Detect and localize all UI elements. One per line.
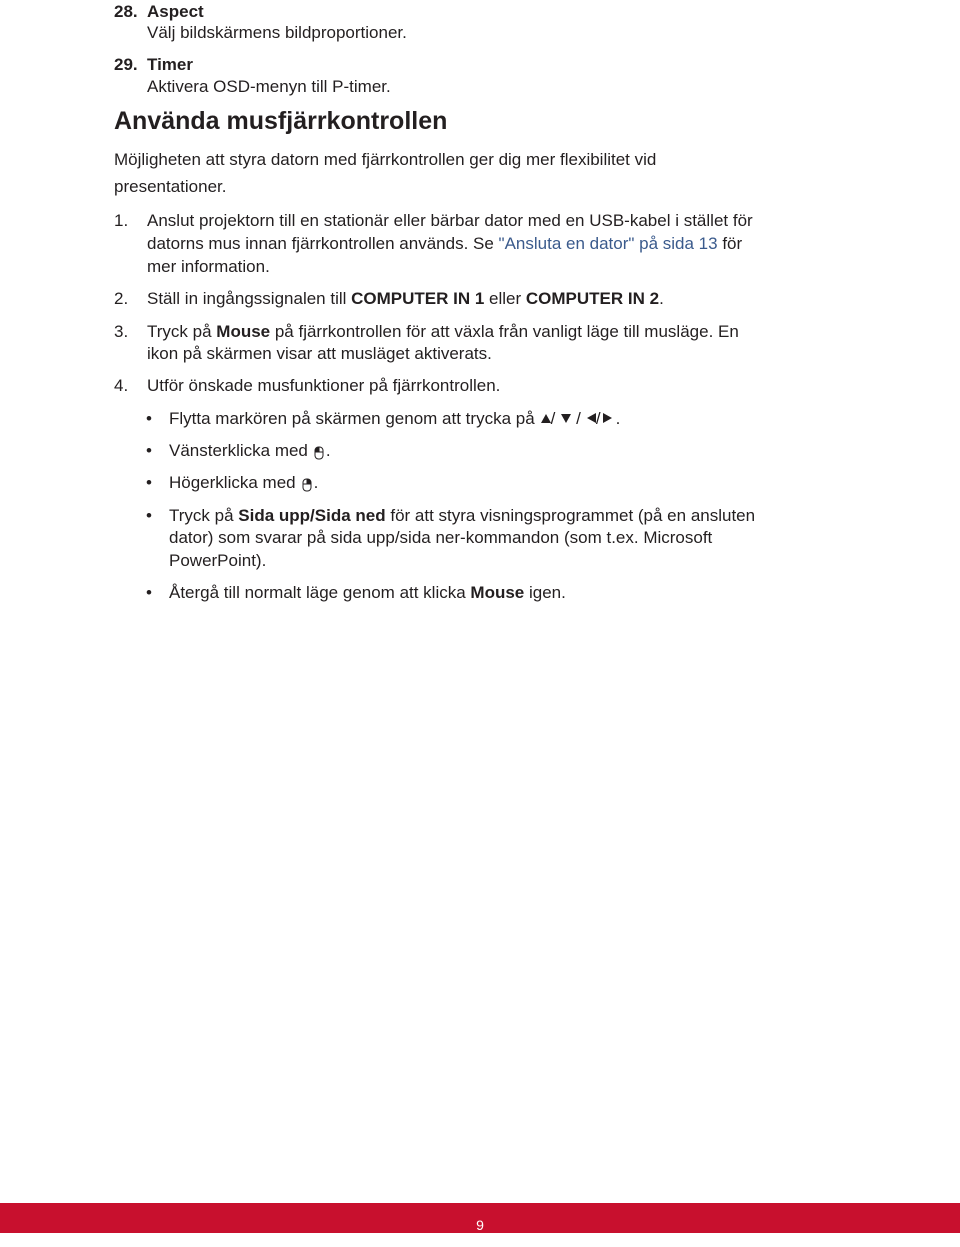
item-29-desc: Aktivera OSD-menyn till P-timer. [147,77,391,96]
arrow-right-icon [603,413,612,423]
footer-bar [0,1203,960,1233]
arrow-down-icon [561,414,571,423]
step-4-text: Utför önskade musfunktioner på fjärrkontrollen. [147,376,501,395]
step-2-text: Ställ in ingångssignalen till COMPUTER IN 1 eller COMPUTER IN 2. [147,289,664,308]
step-1-number: 1. [114,211,129,230]
step-3-line-2: ikon på skärmen visar att musläget aktiverats. [147,344,492,363]
item-28-title: Aspect [147,2,204,21]
bullet-3-text: Högerklicka med . [169,471,318,498]
mouse-left-click-icon [314,443,324,466]
step-4-number: 4. [114,376,129,395]
bullet-1-text: Flytta markören på skärmen genom att trycka på / / / . [169,409,621,428]
cross-reference-link[interactable]: "Ansluta en dator" på sida 13 [498,234,718,253]
bullet-2-text: Vänsterklicka med . [169,439,331,466]
item-29-number: 29. [114,55,138,74]
item-28-number: 28. [114,2,138,21]
step-2-number: 2. [114,289,129,308]
item-28-desc: Välj bildskärmens bildproportioner. [147,23,407,42]
bullet-2-marker: • [146,441,152,460]
step-3-number: 3. [114,322,129,341]
step-3-line-1: Tryck på Mouse på fjärrkontrollen för att växla från vanligt läge till musläge. En [147,322,739,341]
bullet-4-line-3: PowerPoint). [169,551,267,570]
bullet-4-line-1: Tryck på Sida upp/Sida ned för att styra visningsprogrammet (på en ansluten [169,506,756,525]
arrow-up-icon [541,414,551,423]
bullet-4-marker: • [146,506,152,525]
intro-line-2: presentationer. [114,177,227,196]
bullet-1-marker: • [146,409,152,428]
mouse-right-click-icon [302,475,312,498]
bullet-5-marker: • [146,583,152,602]
item-29-title: Timer [147,55,193,74]
bullet-5-text: Återgå till normalt läge genom att klicka Mouse igen. [169,583,566,602]
step-1-line-1: Anslut projektorn till en stationär eller bärbar dator med en USB-kabel i stället för [147,211,753,230]
step-1-line-2: datorns mus innan fjärrkontrollen används. Se "Ansluta en dator" på sida 13 för [147,234,743,253]
page-number: 9 [476,1217,484,1233]
section-heading: Använda musfjärrkontrollen [114,107,448,135]
bullet-4-line-2: dator) som svarar på sida upp/sida ner-kommandon (som t.ex. Microsoft [169,528,713,547]
step-1-line-3: mer information. [147,257,270,276]
arrow-left-icon [587,413,596,423]
intro-line-1: Möjligheten att styra datorn med fjärrkontrollen ger dig mer flexibilitet vid [114,150,657,169]
bullet-3-marker: • [146,473,152,492]
